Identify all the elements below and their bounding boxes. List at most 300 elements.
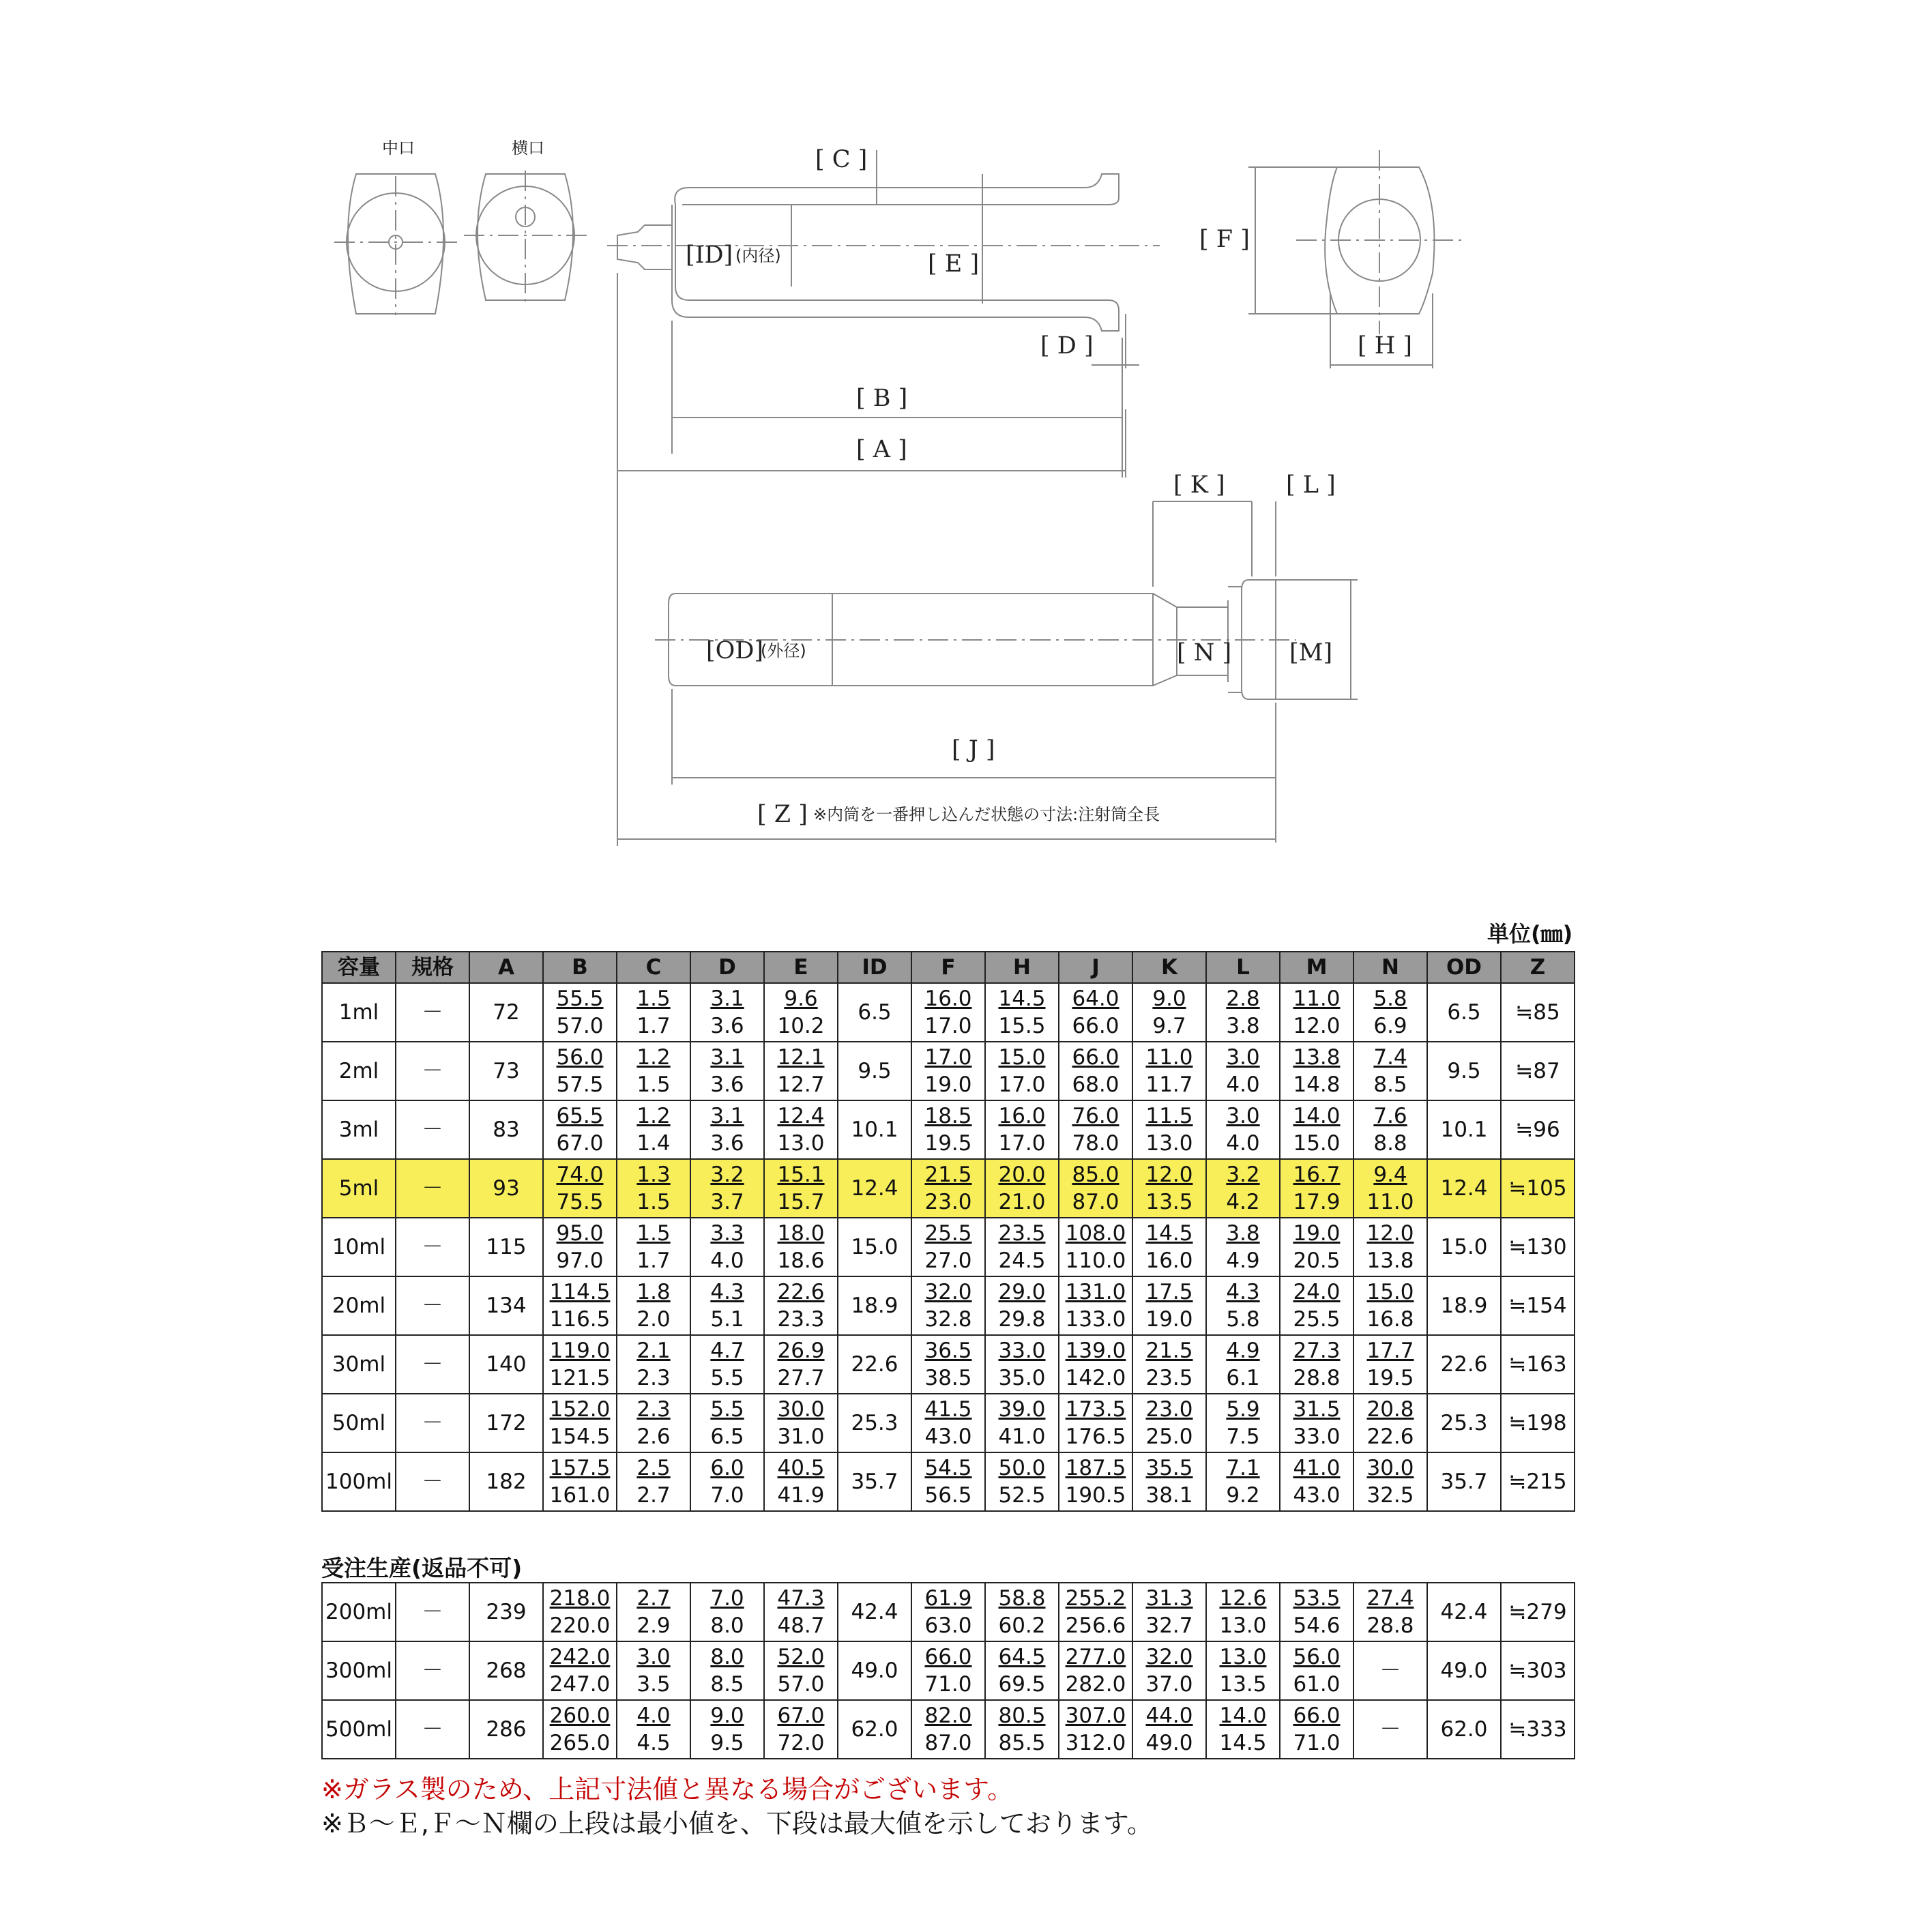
table-cell-K (1132, 1218, 1206, 1276)
min-value: 2.1 (636, 1338, 671, 1363)
table-cell-M (1280, 1335, 1353, 1394)
table-cell-OD: 62.0 (1427, 1700, 1501, 1759)
unit-label: 単位(㎜) (1487, 921, 1573, 947)
max-value: 312.0 (1065, 1731, 1126, 1755)
table-cell-K (1132, 1641, 1206, 1700)
min-value: 3.1 (710, 1104, 744, 1128)
table-cell-OD: 42.4 (1427, 1583, 1501, 1641)
dim-label-D: [ D ] (1040, 332, 1094, 360)
max-value: 28.8 (1293, 1366, 1341, 1390)
max-value: 2.7 (636, 1483, 671, 1508)
max-value: 1.5 (636, 1190, 671, 1214)
max-value: 3.6 (710, 1131, 744, 1156)
table-cell-ID: 6.5 (838, 983, 911, 1042)
min-value: 9.0 (710, 1703, 744, 1728)
table-cell-M (1280, 1042, 1353, 1100)
min-value: 11.5 (1145, 1104, 1193, 1128)
table-cell-A: 182 (469, 1452, 543, 1511)
min-value: 2.5 (636, 1456, 671, 1480)
max-value: 9.7 (1152, 1014, 1186, 1038)
min-value: 187.5 (1065, 1456, 1126, 1480)
column-header: OD (1427, 952, 1501, 983)
max-value: 27.0 (924, 1248, 972, 1273)
table-cell-J (1059, 1276, 1132, 1335)
max-value: 17.9 (1293, 1190, 1341, 1214)
table-cell-ID: 22.6 (838, 1335, 911, 1394)
min-value: 2.7 (636, 1586, 671, 1611)
table-cell-M (1280, 1641, 1353, 1700)
table-cell-L (1206, 983, 1280, 1042)
max-value: 52.5 (998, 1483, 1046, 1508)
min-value: 1.3 (636, 1162, 671, 1187)
max-value: 3.5 (636, 1672, 671, 1697)
table-cell-D (690, 1583, 764, 1641)
table-cell-L (1206, 1452, 1280, 1511)
table-cell-std: － (396, 1335, 469, 1394)
table-cell-std: － (396, 983, 469, 1042)
min-value: 58.8 (998, 1586, 1046, 1611)
dim-label-N: [ N ] (1177, 639, 1232, 667)
max-value: 25.0 (1145, 1424, 1193, 1449)
column-header: E (764, 952, 838, 983)
table-cell-std: － (396, 1700, 469, 1759)
max-value: 133.0 (1065, 1307, 1126, 1332)
table-cell-std: － (396, 1394, 469, 1452)
min-value: 18.0 (777, 1221, 825, 1246)
table-cell-K (1132, 1700, 1206, 1759)
table-row (322, 1218, 1575, 1276)
table-cell-OD: 9.5 (1427, 1042, 1501, 1100)
max-value: 18.6 (777, 1248, 825, 1273)
table-cell-D (690, 1335, 764, 1394)
min-value: 39.0 (998, 1397, 1046, 1422)
table-cell-C (617, 1159, 690, 1218)
max-value: 7.0 (710, 1483, 744, 1508)
min-value: 41.0 (1293, 1456, 1341, 1480)
table-cell-A: 134 (469, 1276, 543, 1335)
table-cell-C (617, 1276, 690, 1335)
min-value: 8.0 (710, 1645, 744, 1669)
table-cell-E (764, 1641, 838, 1700)
table-cell-M (1280, 1452, 1353, 1511)
max-value: 41.9 (777, 1483, 825, 1508)
max-value: 61.0 (1293, 1672, 1341, 1697)
table-cell-Z: ≒163 (1501, 1335, 1575, 1394)
table-cell-C (617, 983, 690, 1042)
table-row (322, 1394, 1575, 1452)
max-value: 7.5 (1226, 1424, 1260, 1449)
max-value: 190.5 (1065, 1483, 1126, 1508)
table-cell-H (985, 1218, 1059, 1276)
min-value: 1.5 (636, 1221, 671, 1246)
table-cell-N (1353, 1452, 1427, 1511)
min-value: 4.0 (636, 1703, 671, 1728)
table-cell-E (764, 1276, 838, 1335)
table-cell-ID: 42.4 (838, 1583, 911, 1641)
min-value: 4.7 (710, 1338, 744, 1363)
max-value: 4.2 (1226, 1190, 1260, 1214)
min-value: 16.0 (998, 1104, 1046, 1128)
min-value: 12.1 (777, 1045, 825, 1070)
max-value: 2.0 (636, 1307, 671, 1332)
table-cell-C (617, 1394, 690, 1452)
max-value: 97.0 (556, 1248, 604, 1273)
max-value: 32.8 (924, 1307, 972, 1332)
max-value: 23.5 (1145, 1366, 1193, 1390)
dim-label-B: [ B ] (856, 385, 908, 412)
table-cell-H (985, 1042, 1059, 1100)
max-value: 54.6 (1293, 1613, 1341, 1638)
table-cell-C (617, 1700, 690, 1759)
min-value: 7.0 (710, 1586, 744, 1611)
table-row (322, 1335, 1575, 1394)
min-value: 29.0 (998, 1280, 1046, 1304)
min-value: 30.0 (1366, 1456, 1414, 1480)
table-cell-F (911, 1335, 985, 1394)
min-value: 52.0 (777, 1645, 825, 1669)
min-value: 35.5 (1145, 1456, 1193, 1480)
min-value: 21.5 (1145, 1338, 1193, 1363)
min-value: 260.0 (549, 1703, 611, 1728)
column-header: C (617, 952, 690, 983)
table-cell-A: 268 (469, 1641, 543, 1700)
max-value: 5.1 (710, 1307, 744, 1332)
min-value: 15.0 (1366, 1280, 1414, 1304)
min-value: 7.6 (1373, 1104, 1407, 1128)
table-cell-cap: 20ml (322, 1276, 396, 1335)
max-value: 75.5 (556, 1190, 604, 1214)
min-value: 17.0 (924, 1045, 972, 1070)
table-cell-OD: 49.0 (1427, 1641, 1501, 1700)
table-cell-L (1206, 1159, 1280, 1218)
table-cell-B (543, 1583, 617, 1641)
max-value: 57.0 (777, 1672, 825, 1697)
max-value: 1.5 (636, 1072, 671, 1097)
max-value: 12.0 (1293, 1014, 1341, 1038)
table-cell-L (1206, 1100, 1280, 1159)
table-cell-H (985, 1335, 1059, 1394)
column-header: 規格 (396, 952, 469, 983)
column-header: L (1206, 952, 1280, 983)
table-cell-J (1059, 1583, 1132, 1641)
min-value: 12.6 (1219, 1586, 1267, 1611)
min-value: 66.0 (924, 1645, 972, 1669)
min-value: 3.2 (1226, 1162, 1260, 1187)
max-value: 17.0 (998, 1131, 1046, 1156)
table-cell-B (543, 1394, 617, 1452)
min-value: 131.0 (1065, 1280, 1126, 1304)
min-value: 7.1 (1226, 1456, 1260, 1480)
table-cell-F (911, 1394, 985, 1452)
table-cell-E (764, 1700, 838, 1759)
min-value: 53.5 (1293, 1586, 1341, 1611)
table-cell-Z: ≒198 (1501, 1394, 1575, 1452)
table-cell-N (1353, 1042, 1427, 1100)
max-value: 13.8 (1366, 1248, 1414, 1273)
min-value: 3.0 (1226, 1104, 1260, 1128)
table-cell-E (764, 1042, 838, 1100)
table-cell-B (543, 1159, 617, 1218)
table-cell-M (1280, 1394, 1353, 1452)
min-value: 1.2 (636, 1104, 671, 1128)
table-cell-ID: 10.1 (838, 1100, 911, 1159)
max-value: 23.3 (777, 1307, 825, 1332)
max-value: 13.0 (1219, 1613, 1267, 1638)
max-value: 121.5 (549, 1366, 611, 1390)
min-value: 44.0 (1145, 1703, 1193, 1728)
table-cell-K (1132, 1452, 1206, 1511)
table-cell-H (985, 1394, 1059, 1452)
max-value: 9.2 (1226, 1483, 1260, 1508)
table-cell-F (911, 1700, 985, 1759)
max-value: 1.7 (636, 1248, 671, 1273)
table-cell-Z: ≒279 (1501, 1583, 1575, 1641)
min-value: 3.8 (1226, 1221, 1260, 1246)
min-value: 3.0 (636, 1645, 671, 1669)
table-cell-E (764, 1335, 838, 1394)
max-value: 142.0 (1065, 1366, 1126, 1390)
max-value: 12.7 (777, 1072, 825, 1097)
table-cell-E (764, 1583, 838, 1641)
max-value: 15.7 (777, 1190, 825, 1214)
min-value: 3.1 (710, 986, 744, 1011)
view-label-center: 中口 (382, 138, 415, 158)
table-cell-K (1132, 983, 1206, 1042)
max-value: 4.5 (636, 1731, 671, 1755)
table-cell-cap: 500ml (322, 1700, 396, 1759)
max-value: 37.0 (1145, 1672, 1193, 1697)
max-value: 17.0 (998, 1072, 1046, 1097)
dim-label-H: [ H ] (1358, 332, 1413, 360)
table-cell-cap: 1ml (322, 983, 396, 1042)
min-value: 14.5 (1145, 1221, 1193, 1246)
table-cell-J (1059, 1218, 1132, 1276)
table-cell-N (1353, 1335, 1427, 1394)
max-value: 16.8 (1366, 1307, 1414, 1332)
table-cell-OD: 25.3 (1427, 1394, 1501, 1452)
table-cell-D (690, 983, 764, 1042)
min-value: 11.0 (1293, 986, 1341, 1011)
max-value: 116.5 (549, 1307, 611, 1332)
table-cell-L (1206, 1394, 1280, 1452)
table-cell-M (1280, 1218, 1353, 1276)
table-cell-B (543, 1335, 617, 1394)
max-value: 5.8 (1226, 1307, 1260, 1332)
table-cell-OD: 35.7 (1427, 1452, 1501, 1511)
min-value: 36.5 (924, 1338, 972, 1363)
table-cell-std: － (396, 1218, 469, 1276)
table-cell-cap: 5ml (322, 1159, 396, 1218)
table-cell-C (617, 1335, 690, 1394)
column-header: K (1132, 952, 1206, 983)
table-cell-J (1059, 1100, 1132, 1159)
table-cell-cap: 300ml (322, 1641, 396, 1700)
min-value: 1.5 (636, 986, 671, 1011)
table-cell-L (1206, 1218, 1280, 1276)
max-value: 19.0 (924, 1072, 972, 1097)
min-value: 157.5 (549, 1456, 611, 1480)
min-value: 13.8 (1293, 1045, 1341, 1070)
min-value: 114.5 (549, 1280, 611, 1304)
max-value: 38.5 (924, 1366, 972, 1390)
barrel-outline (675, 174, 1119, 205)
min-value: 4.3 (710, 1280, 744, 1304)
max-value: 27.7 (777, 1366, 825, 1390)
min-value: 218.0 (549, 1586, 611, 1611)
max-value: 13.5 (1219, 1672, 1267, 1697)
table-cell-std: － (396, 1276, 469, 1335)
column-header: Z (1501, 952, 1575, 983)
table-cell-M (1280, 983, 1353, 1042)
max-value: 1.4 (636, 1131, 671, 1156)
table-cell-J (1059, 1159, 1132, 1218)
table-cell-A: 140 (469, 1335, 543, 1394)
max-value: 2.3 (636, 1366, 671, 1390)
max-value: 67.0 (556, 1131, 604, 1156)
min-value: 242.0 (549, 1645, 611, 1669)
min-value: 14.5 (998, 986, 1046, 1011)
table-cell-Z: ≒215 (1501, 1452, 1575, 1511)
table-cell-K (1132, 1042, 1206, 1100)
min-value: 1.8 (636, 1280, 671, 1304)
table-cell-N: － (1353, 1700, 1427, 1759)
min-value: 65.5 (556, 1104, 604, 1128)
table-cell-H (985, 1583, 1059, 1641)
table-cell-H (985, 1641, 1059, 1700)
table-cell-F (911, 1583, 985, 1641)
table-cell-E (764, 1452, 838, 1511)
min-value: 3.3 (710, 1221, 744, 1246)
max-value: 19.5 (1366, 1366, 1414, 1390)
min-value: 25.5 (924, 1221, 972, 1246)
table-cell-OD: 12.4 (1427, 1159, 1501, 1218)
max-value: 13.5 (1145, 1190, 1193, 1214)
max-value: 66.0 (1072, 1014, 1119, 1038)
table-cell-L (1206, 1276, 1280, 1335)
max-value: 3.8 (1226, 1014, 1260, 1038)
max-value: 3.6 (710, 1072, 744, 1097)
max-value: 21.0 (998, 1190, 1046, 1214)
table-row (322, 1452, 1575, 1511)
table-cell-cap: 10ml (322, 1218, 396, 1276)
table-cell-cap: 100ml (322, 1452, 396, 1511)
max-value: 10.2 (777, 1014, 825, 1038)
table-row (322, 1700, 1575, 1759)
min-value: 3.0 (1226, 1045, 1260, 1070)
max-value: 33.0 (1293, 1424, 1341, 1449)
min-value: 19.0 (1293, 1221, 1341, 1246)
table-cell-N: － (1353, 1641, 1427, 1700)
max-value: 17.0 (924, 1014, 972, 1038)
table-cell-C (617, 1218, 690, 1276)
max-value: 49.0 (1145, 1731, 1193, 1755)
min-value: 56.0 (556, 1045, 604, 1070)
min-value: 255.2 (1065, 1586, 1126, 1611)
max-value: 23.0 (924, 1190, 972, 1214)
table-cell-F (911, 1218, 985, 1276)
table-cell-K (1132, 1100, 1206, 1159)
max-value: 22.6 (1366, 1424, 1414, 1449)
max-value: 71.0 (1293, 1731, 1341, 1755)
max-value: 3.6 (710, 1014, 744, 1038)
table-cell-A: 172 (469, 1394, 543, 1452)
min-value: 82.0 (924, 1703, 972, 1728)
min-value: 40.5 (777, 1456, 825, 1480)
min-value: 139.0 (1065, 1338, 1126, 1363)
max-value: 8.5 (710, 1672, 744, 1697)
max-value: 6.5 (710, 1424, 744, 1449)
max-value: 8.8 (1373, 1131, 1407, 1156)
table-cell-C (617, 1583, 690, 1641)
min-value: 11.0 (1145, 1045, 1193, 1070)
table-cell-ID: 62.0 (838, 1700, 911, 1759)
table-cell-D (690, 1452, 764, 1511)
min-value: 76.0 (1072, 1104, 1119, 1128)
max-value: 78.0 (1072, 1131, 1119, 1156)
min-value: 277.0 (1065, 1645, 1126, 1669)
table-cell-L (1206, 1700, 1280, 1759)
max-value: 19.5 (924, 1131, 972, 1156)
table-cell-D (690, 1276, 764, 1335)
max-value: 11.0 (1366, 1190, 1414, 1214)
min-value: 32.0 (924, 1280, 972, 1304)
min-value: 31.3 (1145, 1586, 1193, 1611)
dim-label-M: [M] (1289, 639, 1333, 667)
table-cell-A: 83 (469, 1100, 543, 1159)
max-value: 247.0 (549, 1672, 611, 1697)
min-value: 5.8 (1373, 986, 1407, 1011)
min-value: 30.0 (777, 1397, 825, 1422)
max-value: 57.5 (556, 1072, 604, 1097)
table-cell-D (690, 1042, 764, 1100)
table-row (322, 1583, 1575, 1641)
table-cell-C (617, 1452, 690, 1511)
max-value: 69.5 (998, 1672, 1046, 1697)
min-value: 4.3 (1226, 1280, 1260, 1304)
min-value: 64.0 (1072, 986, 1119, 1011)
note-glass: ※ガラス製のため、上記寸法値と異なる場合がございます。 (321, 1774, 1014, 1804)
min-value: 2.3 (636, 1397, 671, 1422)
table-cell-K (1132, 1394, 1206, 1452)
max-value: 43.0 (1293, 1483, 1341, 1508)
min-value: 4.9 (1226, 1338, 1260, 1363)
min-value: 66.0 (1072, 1045, 1119, 1070)
min-value: 32.0 (1145, 1645, 1193, 1669)
min-value: 27.3 (1293, 1338, 1341, 1363)
table-cell-M (1280, 1100, 1353, 1159)
min-value: 23.0 (1145, 1397, 1193, 1422)
dim-label-Z: [ Z ] (757, 801, 808, 828)
table-cell-M (1280, 1276, 1353, 1335)
dim-label-C: [ C ] (815, 146, 868, 173)
table-cell-B (543, 1641, 617, 1700)
min-value: 12.0 (1366, 1221, 1414, 1246)
dim-label-L: [ L ] (1286, 471, 1336, 499)
max-value: 24.5 (998, 1248, 1046, 1273)
table-cell-L (1206, 1641, 1280, 1700)
max-value: 32.7 (1145, 1613, 1193, 1638)
dim-label-OD: [OD] (706, 637, 764, 664)
table-cell-A: 115 (469, 1218, 543, 1276)
column-header: M (1280, 952, 1353, 983)
table-cell-std: － (396, 1641, 469, 1700)
table-cell-A: 73 (469, 1042, 543, 1100)
table-row (322, 1159, 1575, 1218)
table-cell-N (1353, 983, 1427, 1042)
min-value: 21.5 (924, 1162, 972, 1187)
max-value: 11.7 (1145, 1072, 1193, 1097)
max-value: 41.0 (998, 1424, 1046, 1449)
